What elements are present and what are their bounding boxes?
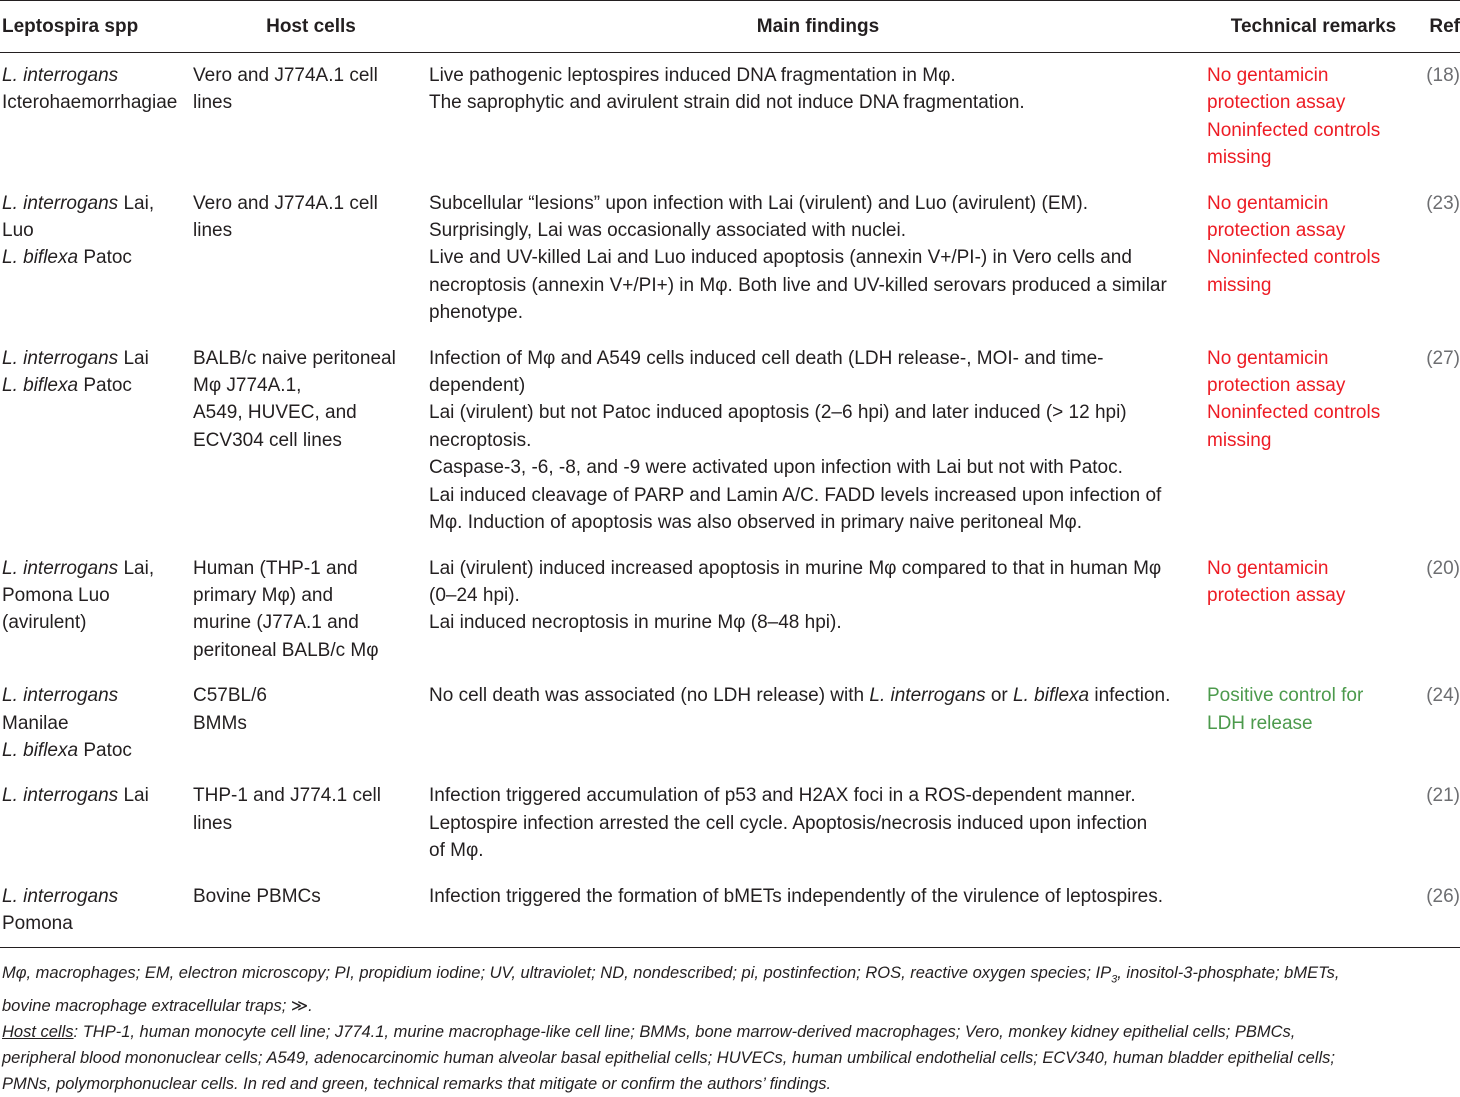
table-row <box>0 673 1460 773</box>
host-cells-line: Vero and J774A.1 cell <box>193 192 378 214</box>
header-ref: Ref <box>1420 1 1460 53</box>
host-cells-line: Bovine PBMCs <box>193 885 321 907</box>
species-line <box>2 710 193 737</box>
host-cells-line: THP-1 and J774.1 cell <box>193 785 381 807</box>
remark-line: Noninfected controls <box>1207 119 1381 141</box>
host-cells-cell <box>193 874 429 948</box>
header-host-cells: Host cells <box>193 1 429 53</box>
ref-cell <box>1420 53 1460 181</box>
remark-line: protection assay <box>1207 92 1346 114</box>
finding-line: Live pathogenic leptospires induced DNA fragmentation in Mφ. <box>429 65 956 86</box>
table-row <box>0 181 1460 336</box>
species-line <box>2 345 193 372</box>
ref-link[interactable]: (23) <box>1426 192 1460 214</box>
host-cells-line: ECV304 cell lines <box>193 429 342 451</box>
species-cell <box>0 181 193 336</box>
finding-line: Lai (virulent) induced increased apoptosis in murine Mφ compared to that in human Mφ <box>429 557 1162 579</box>
finding-line: Surprisingly, Lai was occasionally associated with nuclei. <box>429 220 906 242</box>
species-line <box>2 190 193 217</box>
table-row <box>0 773 1460 873</box>
species-detail: Patoc <box>78 375 132 397</box>
technical-remarks-cell <box>1207 773 1420 873</box>
footnote-line-1: Mφ, macrophages; EM, electron microscopy; PI, propidium iodine; UV, ultraviolet; ND, nondescribed; pi, postinfection; ROS, reactive oxygen species; IP <box>2 964 1112 983</box>
species-detail: Lai <box>118 347 149 369</box>
finding-text: No cell death was associated (no LDH release) with <box>429 685 870 707</box>
main-findings-cell <box>429 546 1207 674</box>
host-cells-label: Host cells <box>2 1022 74 1041</box>
remark-line: missing <box>1207 147 1272 169</box>
table-row <box>0 874 1460 948</box>
remark-line: protection assay <box>1207 584 1346 606</box>
species-line <box>2 244 193 271</box>
host-cells-cell <box>193 181 429 336</box>
species-cell <box>0 874 193 948</box>
species-line <box>2 737 193 764</box>
remark-line: Noninfected controls <box>1207 247 1381 269</box>
species-line <box>2 372 193 399</box>
finding-line: Lai induced cleavage of PARP and Lamin A/C. FADD levels increased upon infection of <box>429 484 1162 506</box>
species-name: L. interrogans <box>2 65 119 86</box>
species-detail: Lai, <box>118 557 155 579</box>
finding-text: or <box>985 685 1014 707</box>
species-line <box>2 682 193 709</box>
species-detail: Manilae <box>2 712 69 734</box>
species-name: L. biflexa <box>2 375 79 397</box>
main-findings-cell <box>429 874 1207 948</box>
remark-line: LDH release <box>1207 712 1313 734</box>
species-line <box>2 609 193 636</box>
species-line <box>2 883 193 910</box>
host-cells-line: C57BL/6 <box>193 685 267 707</box>
host-cells-line: Mφ J774A.1, <box>193 375 302 397</box>
finding-line: (0–24 hpi). <box>429 584 520 606</box>
host-cells-line: Vero and J774A.1 cell <box>193 65 378 86</box>
main-findings-cell <box>429 53 1207 181</box>
table-row <box>0 546 1460 674</box>
header-leptospira: Leptospira spp <box>0 1 193 53</box>
remark-line: Noninfected controls <box>1207 402 1381 424</box>
host-cells-line: lines <box>193 220 233 242</box>
host-cells-line: BMMs <box>193 712 247 734</box>
species-line <box>2 582 193 609</box>
finding-line: Live and UV-killed Lai and Luo induced apoptosis (annexin V+/PI-) in Vero cells and <box>429 247 1132 269</box>
species-detail: Luo <box>2 220 34 242</box>
species-line <box>2 782 193 809</box>
species-line <box>2 910 193 937</box>
ref-link[interactable]: (24) <box>1426 685 1460 707</box>
species-detail: Lai, <box>118 192 155 214</box>
main-findings-cell <box>429 181 1207 336</box>
remark-line: protection assay <box>1207 375 1346 397</box>
ref-cell <box>1420 336 1460 546</box>
species-name: L. interrogans <box>869 685 986 707</box>
species-name: L. interrogans <box>2 885 119 907</box>
table-row <box>0 53 1460 181</box>
remark-line: No gentamicin <box>1207 192 1329 214</box>
ref-link[interactable]: (18) <box>1426 65 1460 86</box>
table-header <box>0 1 1460 53</box>
species-cell <box>0 673 193 773</box>
species-detail: Patoc <box>78 739 132 761</box>
species-name: L. interrogans <box>2 557 119 579</box>
finding-line: Lai (virulent) but not Patoc induced apoptosis (2–6 hpi) and later induced (> 12 hpi) <box>429 402 1127 424</box>
finding-line: The saprophytic and avirulent strain did not induce DNA fragmentation. <box>429 92 1025 114</box>
ref-link[interactable]: (21) <box>1426 785 1460 807</box>
finding-line: necroptosis (annexin V+/PI+) in Mφ. Both live and UV-killed serovars produced a similar <box>429 274 1167 296</box>
remark-line: Positive control for <box>1207 685 1364 707</box>
remark-line: missing <box>1207 274 1272 296</box>
species-line <box>2 62 193 89</box>
technical-remarks-cell <box>1207 874 1420 948</box>
header-technical-remarks: Technical remarks <box>1207 1 1420 53</box>
species-name: L. interrogans <box>2 192 119 214</box>
table-row <box>0 336 1460 546</box>
remark-line: No gentamicin <box>1207 65 1329 86</box>
ref-cell <box>1420 874 1460 948</box>
species-line <box>2 555 193 582</box>
species-name: L. biflexa <box>2 739 79 761</box>
finding-line: Mφ. Induction of apoptosis was also observed in primary naive peritoneal Mφ. <box>429 512 1083 534</box>
species-cell <box>0 53 193 181</box>
finding-line: Lai induced necroptosis in murine Mφ (8–48 hpi). <box>429 612 842 634</box>
footnote-line-2: bovine macrophage extracellular traps; ≫. <box>2 996 313 1015</box>
host-cells-cell <box>193 773 429 873</box>
species-detail: Lai <box>118 785 149 807</box>
host-cells-line: murine (J77A.1 and <box>193 612 359 634</box>
species-detail: Pomona Luo <box>2 584 110 606</box>
host-cells-line: primary Mφ) and <box>193 584 334 606</box>
technical-remarks-cell <box>1207 181 1420 336</box>
finding-text: infection. <box>1089 685 1171 707</box>
finding-line: Infection triggered the formation of bMETs independently of the virulence of leptospires. <box>429 885 1164 907</box>
footnote-abbreviations <box>2 960 1460 992</box>
ref-cell <box>1420 181 1460 336</box>
footnote-line-1-end: , inositol-3-phosphate; bMETs, <box>1117 964 1340 983</box>
ref-link[interactable]: (20) <box>1426 557 1460 579</box>
footnote-line-3: : THP-1, human monocyte cell line; J774.1, murine macrophage-like cell line; BMMs, bone marrow-derived macrophages; Vero, monkey kidney epithelial cells; PBMCs, <box>73 1022 1296 1041</box>
host-cells-cell <box>193 336 429 546</box>
finding-line: Subcellular “lesions” upon infection with Lai (virulent) and Luo (avirulent) (EM). <box>429 192 1088 214</box>
species-line <box>2 217 193 244</box>
species-line <box>2 89 193 116</box>
species-detail: Icterohaemorrhagiae <box>2 92 178 114</box>
finding-line: Infection of Mφ and A549 cells induced cell death (LDH release-, MOI- and time- <box>429 347 1104 369</box>
ref-link[interactable]: (27) <box>1426 347 1460 369</box>
footnote-line-5: PMNs, polymorphonuclear cells. In red and green, technical remarks that mitigate or confirm the authors’ findings. <box>2 1074 832 1093</box>
ref-cell <box>1420 673 1460 773</box>
host-cells-cell <box>193 546 429 674</box>
technical-remarks-cell <box>1207 336 1420 546</box>
species-detail: Pomona <box>2 912 73 934</box>
finding-line: phenotype. <box>429 302 524 324</box>
host-cells-line: peritoneal BALB/c Mφ <box>193 639 379 661</box>
species-cell <box>0 546 193 674</box>
finding-line <box>429 682 1207 709</box>
species-name: L. interrogans <box>2 347 119 369</box>
species-name: L. interrogans <box>2 685 119 707</box>
table-body <box>0 53 1460 948</box>
species-cell <box>0 773 193 873</box>
host-cells-line: lines <box>193 812 233 834</box>
remark-line: No gentamicin <box>1207 557 1329 579</box>
table-footnote <box>0 948 1460 1096</box>
finding-line: dependent) <box>429 375 526 397</box>
host-cells-line: BALB/c naive peritoneal <box>193 347 396 369</box>
species-name: L. interrogans <box>2 785 119 807</box>
finding-line: Caspase-3, -6, -8, and -9 were activated upon infection with Lai but not with Patoc. <box>429 457 1123 479</box>
species-name: L. biflexa <box>1013 685 1090 707</box>
host-cells-cell <box>193 673 429 773</box>
remark-line: No gentamicin <box>1207 347 1329 369</box>
host-cells-cell <box>193 53 429 181</box>
species-detail: Patoc <box>78 247 132 269</box>
header-main-findings: Main findings <box>429 1 1207 53</box>
species-detail: (avirulent) <box>2 612 87 634</box>
remark-line: protection assay <box>1207 220 1346 242</box>
host-cells-line: Human (THP-1 and <box>193 557 358 579</box>
host-cells-line: A549, HUVEC, and <box>193 402 357 424</box>
main-findings-cell <box>429 336 1207 546</box>
finding-line: Leptospire infection arrested the cell cycle. Apoptosis/necrosis induced upon infection <box>429 812 1148 834</box>
ref-cell <box>1420 546 1460 674</box>
ref-link[interactable]: (26) <box>1426 885 1460 907</box>
species-name: L. biflexa <box>2 247 79 269</box>
main-findings-cell <box>429 673 1207 773</box>
finding-line: necroptosis. <box>429 429 532 451</box>
technical-remarks-cell <box>1207 53 1420 181</box>
footnote-subscript: 3 <box>1111 973 1118 986</box>
remark-line: missing <box>1207 429 1272 451</box>
ref-cell <box>1420 773 1460 873</box>
species-cell <box>0 336 193 546</box>
technical-remarks-cell <box>1207 546 1420 674</box>
host-cells-line: lines <box>193 92 233 114</box>
footnote-line-4: peripheral blood mononuclear cells; A549, adenocarcinomic human alveolar basal epithelial cells; HUVECs, human umbilical endothelial cells; ECV340, human bladder epithelial cells; <box>2 1048 1335 1067</box>
main-findings-cell <box>429 773 1207 873</box>
technical-remarks-cell <box>1207 673 1420 773</box>
finding-line: Infection triggered accumulation of p53 and H2AX foci in a ROS-dependent manner. <box>429 785 1136 807</box>
footnote-host-cells <box>2 1019 1460 1045</box>
finding-line: of Mφ. <box>429 840 484 862</box>
